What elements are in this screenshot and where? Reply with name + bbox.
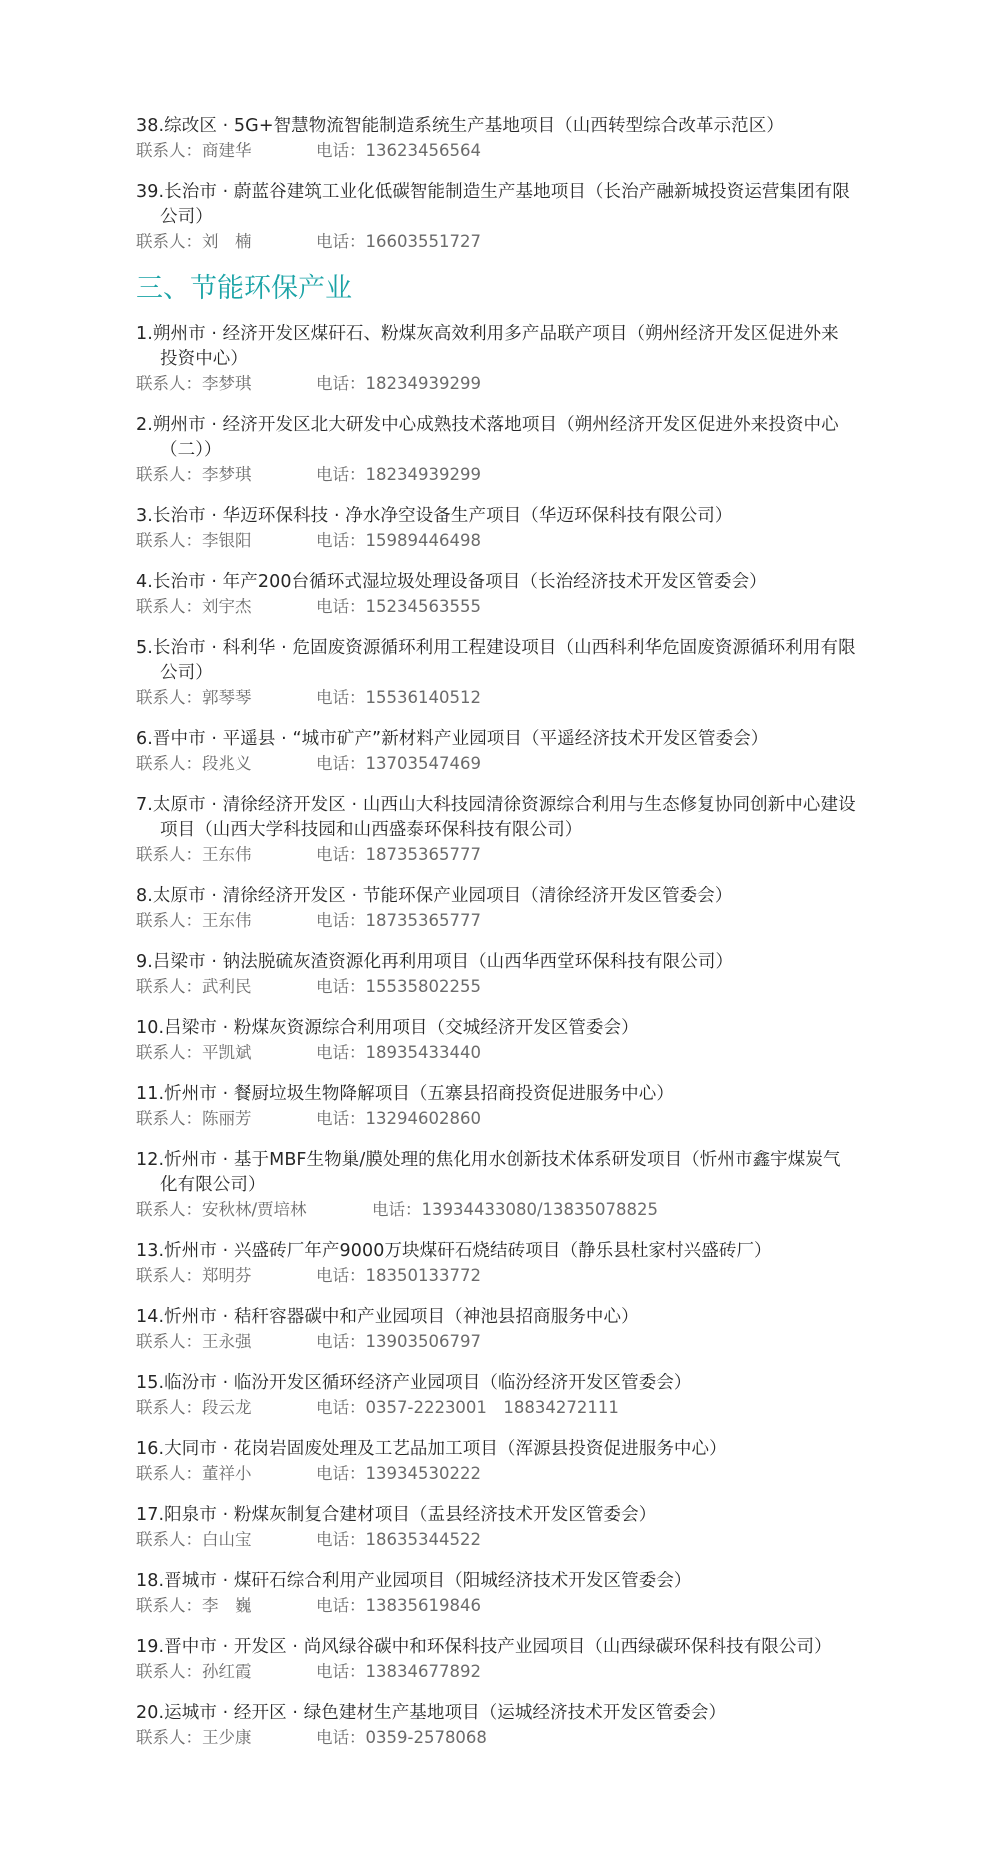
contact-phone: 电话：13834677892	[316, 1662, 481, 1681]
contact-line	[136, 1198, 856, 1222]
contact-phone: 电话：18735365777	[316, 911, 481, 930]
project-title: 1.朔州市 · 经济开发区煤矸石、粉煤灰高效利用多产品联产项目（朔州经济开发区促进外来投资中心）	[136, 324, 839, 369]
list-item	[136, 1437, 856, 1486]
contact-phone: 电话：15535802255	[316, 977, 481, 996]
contact-phone: 电话：15989446498	[316, 531, 481, 550]
list-item	[136, 1082, 856, 1131]
contact-line	[136, 1594, 856, 1618]
project-title: 6.晋中市 · 平遥县 · “城市矿产”新材料产业园项目（平遥经济技术开发区管委会）	[136, 729, 769, 749]
section-heading: 三、节能环保产业	[136, 273, 352, 304]
contact-phone: 电话：18735365777	[316, 845, 481, 864]
project-title: 11.忻州市 · 餐厨垃圾生物降解项目（五寨县招商投资促进服务中心）	[136, 1084, 674, 1104]
list-item	[136, 793, 856, 867]
list-item	[136, 1305, 856, 1354]
project-title: 8.太原市 · 清徐经济开发区 · 节能环保产业园项目（清徐经济开发区管委会）	[136, 886, 733, 906]
contact-person: 联系人：郭琴琴	[136, 688, 252, 707]
contact-line	[136, 1041, 856, 1065]
project-title: 4.长治市 · 年产200台循环式湿垃圾处理设备项目（长治经济技术开发区管委会）	[136, 572, 767, 592]
contact-line	[136, 1330, 856, 1354]
list-item	[136, 322, 856, 396]
contact-line	[136, 529, 856, 553]
list-item	[136, 1016, 856, 1065]
list-item	[136, 180, 856, 254]
contact-line	[136, 139, 856, 163]
contact-line	[136, 595, 856, 619]
contact-person: 联系人：白山宝	[136, 1530, 252, 1549]
contact-phone: 电话：13294602860	[316, 1109, 481, 1128]
contact-person: 联系人：李 巍	[136, 1596, 252, 1615]
contact-phone: 电话：18234939299	[316, 465, 481, 484]
list-item	[136, 1371, 856, 1420]
project-title: 13.忻州市 · 兴盛砖厂年产9000万块煤矸石烧结砖项目（静乐县杜家村兴盛砖厂）	[136, 1241, 772, 1261]
list-item	[136, 1569, 856, 1618]
project-title: 12.忻州市 · 基于MBF生物巢/膜处理的焦化用水创新技术体系研发项目（忻州市鑫宇煤炭气化有限公司）	[136, 1150, 841, 1195]
list-item	[136, 413, 856, 487]
contact-person: 联系人：郑明芬	[136, 1266, 252, 1285]
contact-phone: 电话：13623456564	[316, 141, 481, 160]
document-page	[136, 114, 856, 1767]
contact-phone: 电话：13835619846	[316, 1596, 481, 1615]
contact-person: 联系人：陈丽芳	[136, 1109, 252, 1128]
contact-person: 联系人：段兆义	[136, 754, 252, 773]
contact-person: 联系人：刘 楠	[136, 232, 252, 251]
contact-person: 联系人：李梦琪	[136, 465, 252, 484]
contact-phone: 电话：0357-2223001 18834272111	[316, 1398, 619, 1417]
contact-phone: 电话：13934433080/13835078825	[372, 1200, 659, 1219]
contact-line	[136, 1660, 856, 1684]
contact-line	[136, 1462, 856, 1486]
contact-person: 联系人：董祥小	[136, 1464, 252, 1483]
contact-phone: 电话：18935433440	[316, 1043, 481, 1062]
project-title: 18.晋城市 · 煤矸石综合利用产业园项目（阳城经济技术开发区管委会）	[136, 1571, 692, 1591]
project-title: 39.长治市 · 蔚蓝谷建筑工业化低碳智能制造生产基地项目（长治产融新城投资运营集团有限公司）	[136, 182, 850, 227]
contact-phone: 电话：13903506797	[316, 1332, 481, 1351]
list-item	[136, 727, 856, 776]
contact-phone: 电话：18234939299	[316, 374, 481, 393]
list-item	[136, 1148, 856, 1222]
contact-line	[136, 1528, 856, 1552]
contact-line	[136, 752, 856, 776]
contact-person: 联系人：安秋林/贾培林	[136, 1200, 307, 1219]
contact-phone: 电话：18635344522	[316, 1530, 481, 1549]
list-item	[136, 1635, 856, 1684]
previous-section-list	[136, 114, 856, 254]
contact-line	[136, 1264, 856, 1288]
list-item	[136, 950, 856, 999]
project-title: 10.吕梁市 · 粉煤灰资源综合利用项目（交城经济开发区管委会）	[136, 1018, 639, 1038]
project-title: 15.临汾市 · 临汾开发区循环经济产业园项目（临汾经济开发区管委会）	[136, 1373, 692, 1393]
list-item	[136, 1701, 856, 1750]
list-item	[136, 570, 856, 619]
project-title: 19.晋中市 · 开发区 · 尚风绿谷碳中和环保科技产业园项目（山西绿碳环保科技有限公司）	[136, 1637, 832, 1657]
contact-line	[136, 1726, 856, 1750]
contact-person: 联系人：王永强	[136, 1332, 252, 1351]
project-title: 5.长治市 · 科利华 · 危固废资源循环利用工程建设项目（山西科利华危固废资源循环利用有限公司）	[136, 638, 856, 683]
project-title: 9.吕梁市 · 钠法脱硫灰渣资源化再利用项目（山西华西堂环保科技有限公司）	[136, 952, 734, 972]
contact-person: 联系人：段云龙	[136, 1398, 252, 1417]
contact-person: 联系人：平凯斌	[136, 1043, 252, 1062]
contact-phone: 电话：18350133772	[316, 1266, 481, 1285]
contact-line	[136, 1107, 856, 1131]
list-item	[136, 636, 856, 710]
contact-line	[136, 372, 856, 396]
contact-phone: 电话：15536140512	[316, 688, 481, 707]
project-title: 3.长治市 · 华迈环保科技 · 净水净空设备生产项目（华迈环保科技有限公司）	[136, 506, 733, 526]
project-title: 38.综改区 · 5G+智慧物流智能制造系统生产基地项目（山西转型综合改革示范区）	[136, 116, 784, 136]
contact-person: 联系人：商建华	[136, 141, 252, 160]
project-title: 17.阳泉市 · 粉煤灰制复合建材项目（盂县经济技术开发区管委会）	[136, 1505, 657, 1525]
contact-person: 联系人：王少康	[136, 1728, 252, 1747]
list-item	[136, 1239, 856, 1288]
contact-line	[136, 909, 856, 933]
contact-line	[136, 230, 856, 254]
contact-phone: 电话：13934530222	[316, 1464, 481, 1483]
project-title: 7.太原市 · 清徐经济开发区 · 山西山大科技园清徐资源综合利用与生态修复协同创新中心建设项目（山西大学科技园和山西盛泰环保科技有限公司）	[136, 795, 856, 840]
contact-line	[136, 463, 856, 487]
contact-line	[136, 975, 856, 999]
contact-person: 联系人：王东伟	[136, 911, 252, 930]
project-title: 14.忻州市 · 秸秆容器碳中和产业园项目（神池县招商服务中心）	[136, 1307, 639, 1327]
contact-phone: 电话：15234563555	[316, 597, 481, 616]
contact-line	[136, 1396, 856, 1420]
project-list	[136, 322, 856, 1750]
project-title: 20.运城市 · 经开区 · 绿色建材生产基地项目（运城经济技术开发区管委会）	[136, 1703, 727, 1723]
list-item	[136, 504, 856, 553]
list-item	[136, 884, 856, 933]
contact-person: 联系人：王东伟	[136, 845, 252, 864]
list-item	[136, 1503, 856, 1552]
contact-person: 联系人：刘宇杰	[136, 597, 252, 616]
contact-person: 联系人：李梦琪	[136, 374, 252, 393]
project-title: 2.朔州市 · 经济开发区北大研发中心成熟技术落地项目（朔州经济开发区促进外来投资中心（二））	[136, 415, 839, 460]
contact-phone: 电话：16603551727	[316, 232, 481, 251]
contact-phone: 电话：13703547469	[316, 754, 481, 773]
contact-line	[136, 843, 856, 867]
list-item	[136, 114, 856, 163]
contact-person: 联系人：李银阳	[136, 531, 252, 550]
contact-phone: 电话：0359-2578068	[316, 1728, 487, 1747]
contact-line	[136, 686, 856, 710]
project-title: 16.大同市 · 花岗岩固废处理及工艺品加工项目（浑源县投资促进服务中心）	[136, 1439, 727, 1459]
contact-person: 联系人：武利民	[136, 977, 252, 996]
contact-person: 联系人：孙红霞	[136, 1662, 252, 1681]
